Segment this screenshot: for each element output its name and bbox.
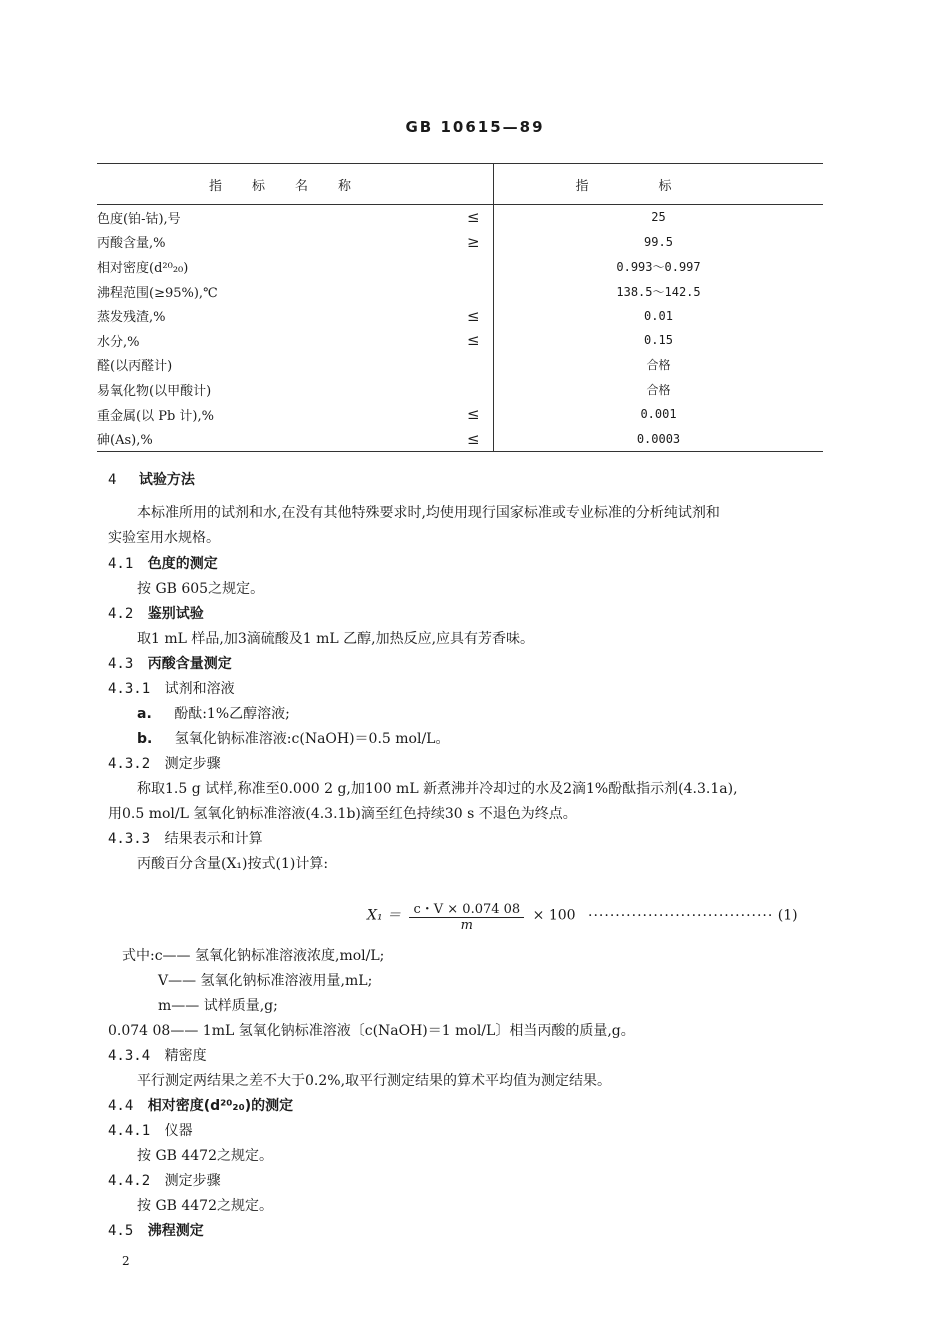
table-row — [97, 426, 823, 451]
row-name: 相对密度(d²⁰₂₀) — [97, 260, 189, 276]
row-operator — [467, 377, 494, 402]
row-name: 水分,% — [97, 334, 140, 350]
section-number: 4.3.2 — [108, 756, 151, 772]
row-operator: ≥ — [467, 230, 494, 255]
row-value: 0.15 — [644, 333, 673, 348]
row-operator: ≤ — [467, 328, 494, 353]
row-operator — [467, 353, 494, 378]
section-title: 色度的测定 — [147, 556, 218, 572]
section-title: 测定步骤 — [164, 756, 221, 772]
formula-rhs: × 100 — [532, 907, 576, 924]
table-row — [97, 303, 823, 328]
table-row — [97, 377, 823, 402]
formula-1 — [367, 898, 798, 933]
section-4-heading — [108, 469, 195, 489]
where-line: V—— 氢氧化钠标准溶液用量,mL; — [158, 973, 373, 989]
row-operator: ≤ — [467, 303, 494, 328]
row-name: 重金属(以 Pb 计),% — [97, 408, 214, 424]
paragraph: 用0.5 mol/L 氢氧化钠标准溶液(4.3.1b)滴至红色持续30 s 不退色为终点。 — [108, 806, 577, 822]
row-value: 合格 — [646, 358, 671, 373]
section-4-5-heading — [108, 1220, 204, 1240]
section-title: 相对密度(d²⁰₂₀)的测定 — [147, 1098, 294, 1114]
where-line: 式中:c—— 氢氧化钠标准溶液浓度,mol/L; — [122, 948, 385, 964]
paragraph: 实验室用水规格。 — [108, 530, 220, 546]
formula-denominator: m — [460, 918, 473, 933]
formula-lhs: X₁ ＝ — [367, 907, 402, 924]
section-4-4-1-heading — [108, 1120, 193, 1140]
section-title: 丙酸含量测定 — [147, 656, 232, 672]
section-4-4-2-heading — [108, 1170, 221, 1190]
section-4-2-heading — [108, 603, 204, 623]
row-value: 25 — [651, 210, 666, 225]
list-label: b. — [137, 731, 153, 747]
section-4-1-heading — [108, 553, 218, 573]
section-title: 试剂和溶液 — [164, 681, 235, 697]
table-row — [97, 254, 823, 279]
section-number: 4.3.1 — [108, 681, 151, 697]
list-label: a. — [137, 706, 152, 722]
paragraph: 按 GB 4472之规定。 — [137, 1198, 274, 1214]
row-value: 0.001 — [640, 407, 677, 422]
section-title: 试验方法 — [138, 472, 195, 488]
paragraph: 按 GB 4472之规定。 — [137, 1148, 274, 1164]
section-4-3-heading — [108, 653, 232, 673]
formula-numerator: c・V × 0.074 08 — [409, 898, 524, 918]
list-text: 氢氧化钠标准溶液:c(NaOH)＝0.5 mol/L。 — [174, 731, 450, 747]
section-number: 4.2 — [108, 606, 134, 622]
row-name: 丙酸含量,% — [97, 236, 166, 252]
row-operator: ≤ — [467, 426, 494, 451]
row-value: 99.5 — [644, 234, 673, 249]
table-row — [97, 353, 823, 378]
section-4-3-2-heading — [108, 753, 221, 773]
row-value: 0.993～0.997 — [616, 259, 701, 274]
section-title: 沸程测定 — [147, 1223, 204, 1239]
list-item — [137, 703, 290, 723]
formula-number: (1) — [777, 907, 798, 924]
where-line: 0.074 08—— 1mL 氢氧化钠标准溶液〔c(NaOH)＝1 mol/L〕相当丙酸的质量,g。 — [108, 1023, 635, 1039]
row-value: 0.01 — [644, 308, 673, 323]
table-header-row — [97, 164, 823, 205]
document-header: GB 10615—89 — [405, 118, 545, 136]
table-row — [97, 279, 823, 304]
page-number: 2 — [122, 1254, 130, 1268]
section-4-3-4-heading — [108, 1045, 207, 1065]
section-number: 4.4 — [108, 1098, 134, 1114]
row-operator — [467, 279, 494, 304]
row-name: 色度(铂-钴),号 — [97, 211, 181, 227]
section-number: 4.3.4 — [108, 1048, 151, 1064]
row-name: 醛(以丙醛计) — [97, 359, 173, 375]
formula-fraction — [409, 898, 524, 933]
row-name: 蒸发残渣,% — [97, 310, 166, 326]
section-number: 4.1 — [108, 556, 134, 572]
row-name: 沸程范围(≥95%),℃ — [97, 285, 218, 301]
section-4-3-1-heading — [108, 678, 235, 698]
section-title: 结果表示和计算 — [164, 831, 263, 847]
table-row — [97, 402, 823, 427]
column-header-name: 指标名称 — [97, 164, 494, 205]
table-row — [97, 230, 823, 255]
list-text: 酚酞:1%乙醇溶液; — [174, 706, 290, 722]
section-4-4-heading — [108, 1095, 293, 1115]
row-value: 138.5～142.5 — [616, 284, 701, 299]
specification-table — [97, 163, 823, 452]
section-number: 4.3.3 — [108, 831, 151, 847]
section-number: 4.4.2 — [108, 1173, 151, 1189]
paragraph: 丙酸百分含量(X₁)按式(1)计算: — [137, 856, 329, 872]
table-row — [97, 328, 823, 353]
section-number: 4 — [108, 472, 117, 488]
paragraph: 取1 mL 样品,加3滴硫酸及1 mL 乙醇,加热反应,应具有芳香味。 — [137, 631, 535, 647]
paragraph: 平行测定两结果之差不大于0.2%,取平行测定结果的算术平均值为测定结果。 — [137, 1073, 612, 1089]
row-value: 0.0003 — [494, 426, 824, 451]
table-row — [97, 205, 823, 230]
section-title: 仪器 — [164, 1123, 193, 1139]
section-number: 4.3 — [108, 656, 134, 672]
row-value: 合格 — [646, 382, 671, 397]
paragraph: 称取1.5 g 试样,称准至0.000 2 g,加100 mL 新煮沸并冷却过的水及2滴1%酚酞指示剂(4.3.1a), — [137, 781, 738, 797]
paragraph: 按 GB 605之规定。 — [137, 581, 265, 597]
paragraph: 本标准所用的试剂和水,在没有其他特殊要求时,均使用现行国家标准或专业标准的分析纯试剂和 — [137, 505, 720, 521]
where-line: m—— 试样质量,g; — [158, 998, 278, 1014]
section-title: 精密度 — [164, 1048, 207, 1064]
list-item — [137, 728, 449, 748]
row-operator: ≤ — [467, 402, 494, 427]
section-4-3-3-heading — [108, 828, 263, 848]
section-number: 4.4.1 — [108, 1123, 151, 1139]
row-name: 易氧化物(以甲酸计) — [97, 383, 212, 399]
row-operator: ≤ — [467, 205, 494, 230]
row-operator — [467, 254, 494, 279]
section-title: 鉴别试验 — [147, 606, 204, 622]
section-title: 测定步骤 — [164, 1173, 221, 1189]
row-name: 砷(As),% — [97, 426, 467, 451]
formula-leader: ·································· — [588, 907, 774, 924]
section-number: 4.5 — [108, 1223, 134, 1239]
column-header-value: 指标 — [494, 164, 824, 205]
